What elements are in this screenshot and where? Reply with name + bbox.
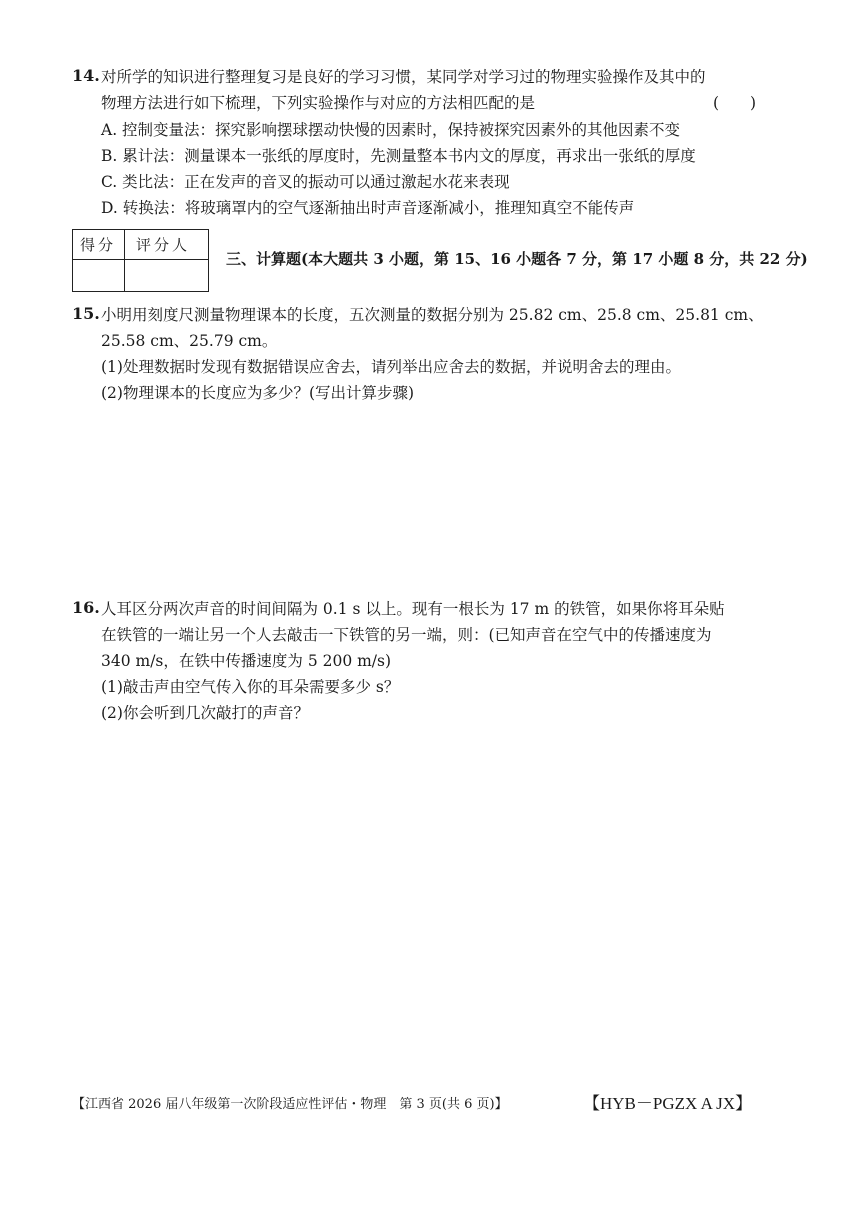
question-15-sub1: (1)处理数据时发现有数据错误应舍去，请列举出应舍去的数据，并说明舍去的理由。 (101, 358, 681, 376)
footer-code: 【HYB－PGZX A JX】 (583, 1094, 753, 1113)
question-16-answer-area[interactable] (101, 730, 761, 1080)
question-14-number: 14. (72, 66, 100, 85)
question-14-stem-line2: 物理方法进行如下梳理，下列实验操作与对应的方法相匹配的是 (101, 94, 536, 112)
question-14-option-c: C. 类比法：正在发声的音叉的振动可以通过激起水花来表现 (101, 173, 510, 191)
question-14-option-b: B. 累计法：测量课本一张纸的厚度时，先测量整本书内文的厚度，再求出一张纸的厚度 (101, 147, 696, 165)
question-15-line1: 小明用刻度尺测量物理课本的长度，五次测量的数据分别为 25.82 cm、25.8 cm、25.81 cm、 (101, 306, 764, 324)
score-box-label-score: 得分 (80, 236, 117, 254)
footer-exam-info: 【江西省 2026 届八年级第一次阶段适应性评估・物理 第 3 页(共 6 页)】 (72, 1097, 508, 1112)
question-15-sub2: (2)物理课本的长度应为多少？(写出计算步骤) (101, 384, 415, 402)
question-14-option-d: D. 转换法：将玻璃罩内的空气逐渐抽出时声音逐渐减小，推理知真空不能传声 (101, 199, 635, 217)
question-16-sub1: (1)敲击声由空气传入你的耳朵需要多少 s？ (101, 678, 400, 696)
question-14-answer-paren[interactable]: ( ) (713, 94, 757, 112)
question-15-line2: 25.58 cm、25.79 cm。 (101, 332, 278, 350)
score-box-label-grader: 评分人 (136, 236, 191, 254)
question-16-line3: 340 m/s，在铁中传播速度为 5 200 m/s) (101, 652, 392, 670)
question-16-line1: 人耳区分两次声音的时间间隔为 0.1 s 以上。现有一根长为 17 m 的铁管，如果你将耳朵贴 (101, 600, 725, 618)
question-16-sub2: (2)你会听到几次敲打的声音？ (101, 704, 309, 722)
question-16-line2: 在铁管的一端让另一个人去敲击一下铁管的另一端，则：(已知声音在空气中的传播速度为 (101, 626, 712, 644)
section-3-title: 三、计算题(本大题共 3 小题，第 15、16 小题各 7 分，第 17 小题 8 分，共 22 分) (226, 250, 808, 268)
question-14-stem-line1: 对所学的知识进行整理复习是良好的学习习惯，某同学对学习过的物理实验操作及其中的 (101, 68, 706, 86)
question-15-number: 15. (72, 304, 100, 323)
question-14-option-a: A. 控制变量法：探究影响摆球摆动快慢的因素时，保持被探究因素外的其他因素不变 (101, 121, 681, 139)
score-box (72, 229, 209, 292)
score-box-grader-cell[interactable] (125, 260, 209, 292)
question-15-answer-area[interactable] (101, 410, 761, 590)
question-16-number: 16. (72, 598, 100, 617)
score-box-score-cell[interactable] (73, 260, 124, 292)
